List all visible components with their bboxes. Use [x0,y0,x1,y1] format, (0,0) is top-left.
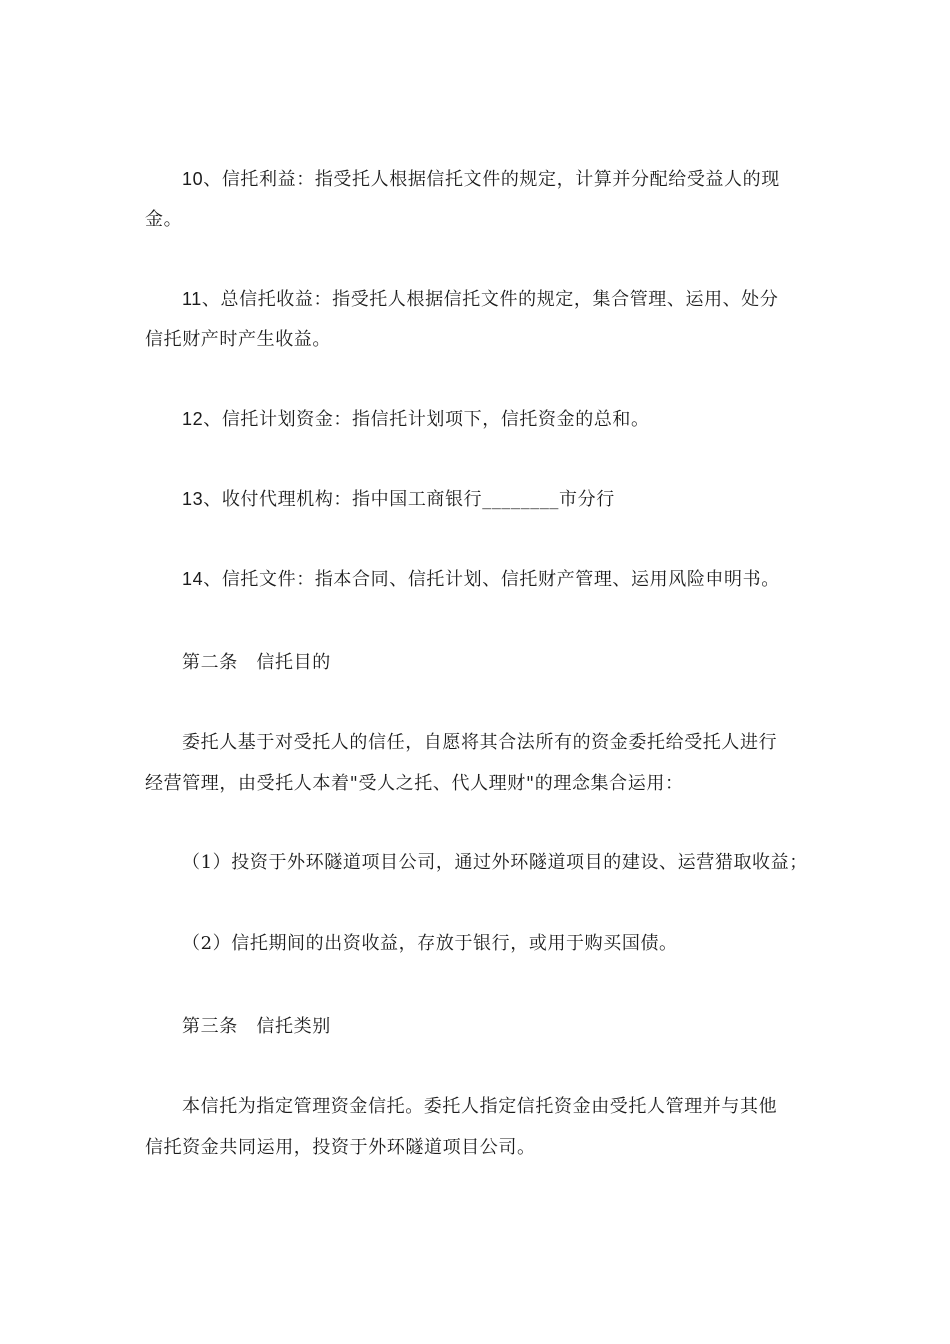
article-2-clause-1: （1）投资于外环隧道项目公司，通过外环隧道项目的建设、运营猎取收益； [182,852,808,873]
item-number: 13 [182,489,204,509]
article-2-clause-2: （2）信托期间的出资收益，存放于银行，或用于购买国债。 [182,933,678,954]
item-text: 、信托计划资金：指信托计划项下，信托资金的总和。 [203,409,650,430]
item-11-line-2: 信托财产时产生收益。 [145,329,331,350]
article-2-paragraph-line-2: 经营管理，由受托人本着"受人之托、代人理财"的理念集合运用： [145,773,684,794]
item-number: 14 [182,569,204,589]
article-2-paragraph-line-1: 委托人基于对受托人的信任，自愿将其合法所有的资金委托给受托人进行 [182,732,778,753]
article-2-heading: 第二条 信托目的 [182,652,331,673]
item-text: 、收付代理机构：指中国工商银行________市分行 [203,489,615,510]
item-number: 12 [182,409,204,429]
item-text: 、信托文件：指本合同、信托计划、信托财产管理、运用风险申明书。 [203,569,780,590]
item-13-line-1 [182,487,615,512]
item-number: 11 [182,289,202,309]
item-14-line-1 [182,567,780,592]
article-3-heading: 第三条 信托类别 [182,1016,331,1037]
article-3-paragraph-line-2: 信托资金共同运用，投资于外环隧道项目公司。 [145,1137,536,1158]
item-number: 10 [182,169,204,189]
item-text: 、总信托收益：指受托人根据信托文件的规定，集合管理、运用、处分 [201,289,779,310]
article-3-paragraph-line-1: 本信托为指定管理资金信托。委托人指定信托资金由受托人管理并与其他 [182,1096,778,1117]
item-10-line-1 [182,167,780,192]
item-12-line-1 [182,407,650,432]
item-10-line-2: 金。 [145,209,183,230]
item-11-line-1 [182,287,779,312]
item-text: 、信托利益：指受托人根据信托文件的规定，计算并分配给受益人的现 [203,169,780,190]
